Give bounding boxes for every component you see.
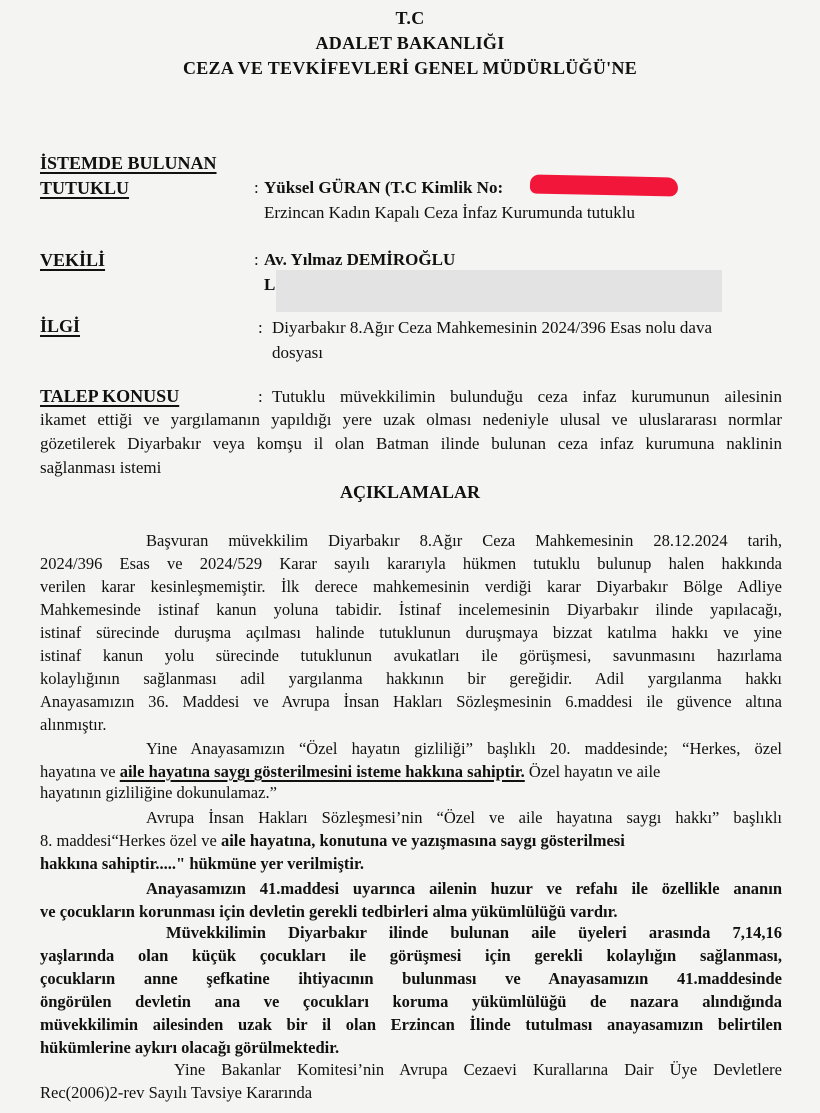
- p4-line1: Anayasamızın 41.maddesi uyarınca ailenin huzur ve refahı ile özellikle ananın: [146, 879, 782, 898]
- p5-line4: öngörülen devletin ana ve çocukları koruma yükümlülüğü de nazara alındığında: [40, 992, 782, 1011]
- p3-line2: [40, 831, 782, 851]
- p3-line3: hakkına sahiptir....." hükmüne yer verilmiştir.: [40, 854, 364, 873]
- header-ministry: ADALET BAKANLIĞI: [315, 33, 505, 53]
- p1-line9: alınmıştır.: [40, 715, 107, 734]
- p2-line2-emphasis: aile hayatına saygı gösterilmesini isteme hakkına sahiptir.: [119, 762, 525, 781]
- ilgi-line1: Diyarbakır 8.Ağır Ceza Mahkemesinin 2024/396 Esas nolu dava: [272, 318, 713, 337]
- redaction-grey-block: [276, 270, 722, 312]
- header-tc: T.C: [395, 8, 425, 28]
- p4-line2: ve çocukların korunması için devletin gerekli tedbirleri alma yükümlülüğü vardır.: [40, 902, 618, 921]
- vekil-address-initial: L: [264, 275, 276, 294]
- p3-line2-start: 8. maddesi“Herkes özel ve: [40, 831, 221, 850]
- p6-line1: Yine Bakanlar Komitesi’nin Avrupa Cezaevi Kurallarına Dair Üye Devletlere: [174, 1060, 782, 1079]
- ilgi-line2: dosyası: [272, 343, 323, 362]
- p1-line8: Anayasamızın 36. Maddesi ve Avrupa İnsan Hakları Sözleşmesinin 6.maddesi ile güvence altına: [40, 692, 782, 711]
- redaction-red-mark: [530, 174, 678, 196]
- talep-line4: sağlanması istemi: [40, 458, 162, 477]
- vekil-colon: :: [254, 250, 259, 269]
- p1-line6: istinaf kanun yolu sürecinde tutuklunun avukatları ile görüşmesi, savunmasını hazırlama: [40, 646, 782, 665]
- p2-line3: hayatının gizliliğine dokunulamaz.”: [40, 783, 277, 802]
- tutuklu-label-line1: İSTEMDE BULUNAN: [40, 153, 217, 173]
- p1-line4: Mahkemesinde istinaf kanun yoluna tabidir. İstinaf incelemesinin Diyarbakır ilinde yapılacağı,: [40, 600, 782, 619]
- p2-line2: [40, 762, 782, 782]
- p1-line3: verilen karar kesinleşmemiştir. İlk derece mahkemesinin verdiği karar Diyarbakır Bölge Adliye: [40, 577, 782, 596]
- p1-line7: kolaylığının sağlanması adil yargılanma hakkının bir gereğidir. Adil yargılanma hakkı: [40, 669, 782, 688]
- p3-line1: Avrupa İnsan Hakları Sözleşmesi’nin “Özel ve aile hayatına saygı hakkı” başlıklı: [146, 808, 782, 827]
- aciklamalar-title: AÇIKLAMALAR: [339, 482, 480, 502]
- tutuklu-colon: :: [254, 178, 259, 197]
- p5-line1: Müvekkilimin Diyarbakır ilinde bulunan aile üyeleri arasında 7,14,16: [166, 923, 782, 942]
- vekil-label: VEKİLİ: [40, 250, 106, 270]
- p3-line2-emphasis: aile hayatına, konutuna ve yazışmasına saygı gösterilmesi: [220, 831, 625, 850]
- p5-line3: çocukların anne şefkatine ihtiyacının bulunması ve Anayasamızın 41.maddesinde: [40, 969, 782, 988]
- p6-line2: Rec(2006)2-rev Sayılı Tavsiye Kararında: [40, 1083, 313, 1102]
- tutuklu-name: Yüksel GÜRAN (T.C Kimlik No:: [264, 178, 504, 197]
- p1-line2: 2024/396 Esas ve 2024/529 Karar sayılı kararıyla hükmen tutuklu bulunup halen hakkında: [40, 554, 782, 573]
- vekil-name: Av. Yılmaz DEMİROĞLU: [264, 250, 456, 269]
- p1-line1: Başvuran müvekkilim Diyarbakır 8.Ağır Ceza Mahkemesinin 28.12.2024 tarih,: [146, 531, 782, 550]
- p5-line2: yaşlarında olan küçük çocukları ile görüşmesi için gerekli kolaylığın sağlanması,: [40, 946, 782, 965]
- tutuklu-name-line: [264, 178, 503, 198]
- p5-line6: hükümlerine aykırı olacağı görülmektedir.: [40, 1038, 340, 1057]
- p5-line5: müvekkilimin ailesinden uzak bir il olan Erzincan İlinde tutulması anayasamızın belirtilen: [40, 1015, 782, 1034]
- talep-label: TALEP KONUSU: [40, 386, 180, 406]
- p2-line2-start: hayatına ve: [40, 762, 120, 781]
- ilgi-colon: :: [258, 318, 263, 337]
- tutuklu-location: Erzincan Kadın Kapalı Ceza İnfaz Kurumunda tutuklu: [264, 203, 636, 222]
- header-directorate: CEZA VE TEVKİFEVLERİ GENEL MÜDÜRLÜĞÜ'NE: [182, 58, 638, 78]
- talep-colon: :: [258, 387, 263, 406]
- talep-line3: gözetilerek Diyarbakır veya komşu il olan Batman ilinde bulunan ceza infaz kurumuna naklinin: [40, 434, 782, 453]
- talep-line2: ikamet ettiği ve yargılamanın yapıldığı yere uzak olması nedeniyle ulusal ve uluslararası normlar: [40, 410, 782, 429]
- tutuklu-label-line2: TUTUKLU: [40, 178, 130, 198]
- p2-line1: Yine Anayasamızın “Özel hayatın gizliliği” başlıklı 20. maddesinde; “Herkes, özel: [146, 739, 782, 758]
- p1-line5: istinaf sürecinde duruşma açılması halinde tutuklunun duruşmaya bizzat katılma hakkı ve yine: [40, 623, 782, 642]
- ilgi-label: İLGİ: [40, 316, 81, 336]
- p2-line2-end: Özel hayatın ve aile: [524, 762, 661, 781]
- talep-line1: Tutuklu müvekkilimin bulunduğu ceza infaz kurumunun ailesinin: [272, 387, 782, 406]
